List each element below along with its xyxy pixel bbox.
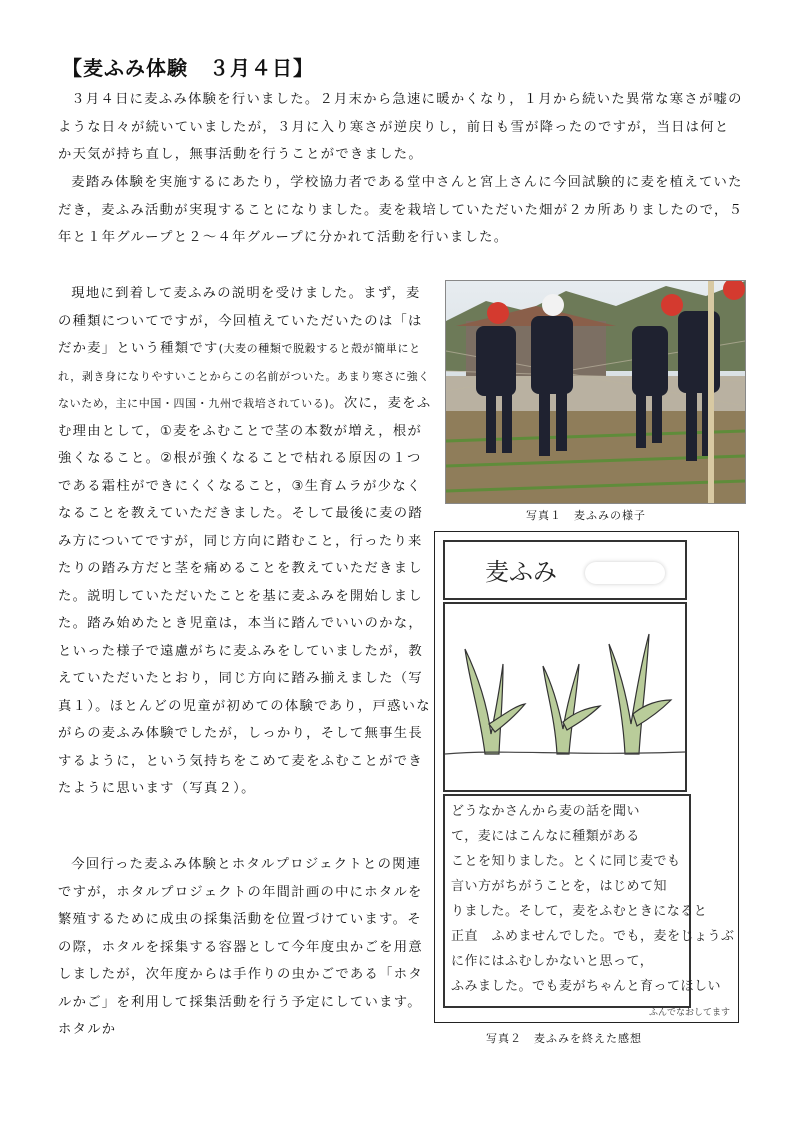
drawing-signature: ふんでなおしてます [648, 1008, 730, 1018]
photo-wheat-stepping-image [446, 281, 745, 503]
handwritten-line: 正直 ふめませんでした。でも，麦をじょうぶ [451, 929, 735, 944]
photo-student-drawing [434, 531, 739, 1023]
handwritten-line: ことを知りました。とくに同じ麦でも [451, 854, 681, 869]
handwritten-line: て，麦にはこんなに種類がある [451, 829, 640, 844]
paragraph-4: 今回行った麦ふみ体験とホタルプロジェクトとの関連ですが，ホタルプロジェクトの年間計画の中にホタルを繁殖するために成虫の採集活動を位置づけています。その際，ホタルを採集する容器として今年度虫かごを用意しましたが，次年度からは手作りの虫かごである「ホタルかご」を利用して採集活動を行う予定にしています。ホタルか [58, 857, 423, 1037]
paragraph-3 [58, 280, 434, 803]
drawing-title-box [443, 540, 687, 600]
handwritten-line: どうなかさんから麦の話を聞い [451, 804, 641, 819]
paragraph-3-part-a: 現地に到着して麦ふみの説明を受けました。まず，麦の種類についてですが，今回植えていただいたのは「はだか麦」という種類です [58, 286, 423, 356]
handwritten-line: ふみました。でも麦がちゃんと育ってほしい [451, 979, 722, 994]
paragraph-1: ３月４日に麦ふみ体験を行いました。２月末から急速に暖かくなり，１月から続いた異常な寒さが嘘のような日々が続いていましたが，３月に入り寒さが逆戻りし，前日も雪が降ったのですが，当日は何とか天気が持ち直し，無事活動を行うことができました。 [58, 92, 743, 162]
caption-photo-1: 写真１ 麦ふみの様子 [526, 509, 646, 522]
page-title: 【麦ふみ体験 ３月４日】 [62, 56, 314, 80]
drawing-heading: 麦ふみ [485, 558, 557, 586]
photo-wheat-stepping [445, 280, 746, 504]
drawing-text-box [443, 794, 735, 1008]
drawing-picture-box [443, 602, 687, 792]
paragraph-3-note: (大麦の種類で脱穀すると殻が簡単にとれ，剥き身になりやすいことからこの名前がついた。あまり寒さに強くないため，主に中国・四国・九州で栽培されている) [58, 342, 430, 410]
handwritten-line: りました。そして，麦をふむときになると [451, 904, 708, 919]
paragraph-2: 麦踏み体験を実施するにあたり，学校協力者である堂中さんと宮上さんに今回試験的に麦を植えていただき，麦ふみ活動が実現することになりました。麦を栽培していただいた畑が２カ所ありましたので，５年と１年グループと２～４年グループに分かれて活動を行いました。 [58, 175, 744, 245]
handwritten-line: に作にはふむしかないと思って， [451, 954, 654, 969]
caption-photo-2: 写真２ 麦ふみを終えた感想 [486, 1032, 642, 1045]
handwritten-line: 言い方がちがうことを，はじめて知 [451, 879, 668, 894]
wheat-drawing [445, 604, 685, 790]
redaction-blur [585, 562, 665, 584]
paragraph-3-part-b: 。次に，麦をふむ理由として，①麦をふむことで茎の本数が増え，根が強くなること。②根が強くなることで枯れる原因の１つである霜柱ができにくくなること，③生育ムラが少なくなることを教えていただきました。そして最後に麦の踏み方についてですが，同じ方向に踏むこと，行ったり来たりの踏み方だと茎を痛めることを教えていただきました。説明していただいたことを基に麦ふみを開始しました。踏み始めたとき児童は，本当に踏んでいいのかな，といった様子で遠慮がちに麦ふみをしていましたが，教えていただいたとおり，同じ方向に踏み揃えました（写真１）。ほとんどの児童が初めての体験であり，戸惑いながらの麦ふみ体験でしたが，しっかり，そして無事生長するように，という気持ちをこめて麦をふむことができたように思います（写真２）。 [58, 396, 432, 796]
